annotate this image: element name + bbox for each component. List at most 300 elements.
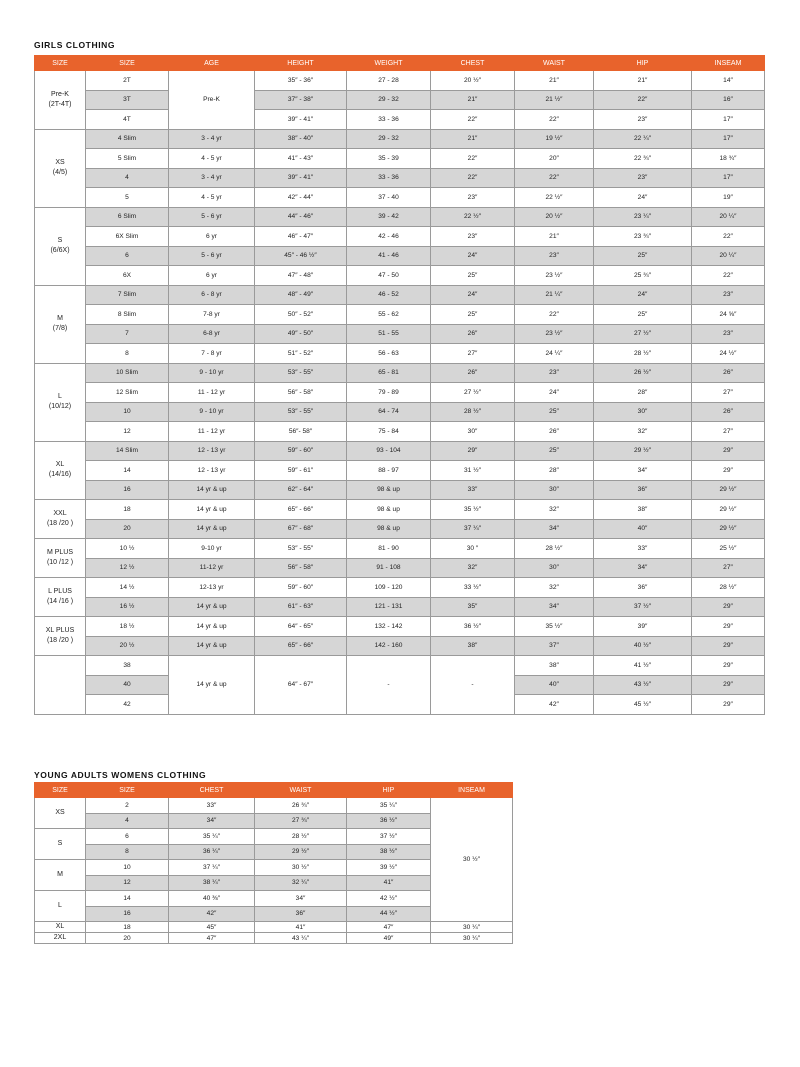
table-cell: 21″	[594, 71, 692, 91]
table-cell: 16″	[692, 90, 765, 110]
column-header: CHEST	[431, 56, 515, 71]
table-cell: 12	[86, 875, 169, 891]
table-cell: 64 - 74	[347, 402, 431, 422]
table-cell: 42″ - 44″	[255, 188, 347, 208]
table-cell: 23″	[515, 363, 594, 383]
merged-inseam: 30 ½″	[431, 798, 513, 922]
table-cell: 4 - 5 yr	[169, 188, 255, 208]
table-cell: 39 - 42	[347, 207, 431, 227]
table-cell: 35 - 39	[347, 149, 431, 169]
table-cell: 39″	[594, 617, 692, 637]
table-cell: 6 - 8 yr	[169, 285, 255, 305]
table-cell: 24″	[431, 285, 515, 305]
table-cell: 35 ½″	[431, 500, 515, 520]
table-cell: 12 - 13 yr	[169, 461, 255, 481]
table-cell: 27 ¾″	[255, 813, 347, 829]
table-cell: 41″ - 43″	[255, 149, 347, 169]
table-cell: 37 ½″	[347, 829, 431, 845]
table-cell: 10	[86, 402, 169, 422]
table-row	[35, 129, 765, 149]
table-cell: 132 - 142	[347, 617, 431, 637]
table-cell: 33″	[431, 480, 515, 500]
table-cell: 21 ½″	[515, 90, 594, 110]
table-row	[35, 402, 765, 422]
table-cell: 20″	[515, 149, 594, 169]
table-cell: 29 ½″	[692, 519, 765, 539]
table-cell: 91 - 108	[347, 558, 431, 578]
table-cell: 26″	[692, 363, 765, 383]
table-row	[35, 344, 765, 364]
size-group-label: 2XL	[35, 933, 86, 944]
table-cell: 23 ½″	[515, 266, 594, 286]
table-row	[35, 500, 765, 520]
table-cell: 40	[86, 675, 169, 695]
table-cell: 30″	[431, 422, 515, 442]
table-cell: 18 ½	[86, 617, 169, 637]
table-cell: 12-13 yr	[169, 578, 255, 598]
table-cell: 25 ¾″	[594, 266, 692, 286]
table-cell: 93 - 104	[347, 441, 431, 461]
column-header: AGE	[169, 56, 255, 71]
table-cell: 25″	[594, 246, 692, 266]
table-cell: 48″ - 49″	[255, 285, 347, 305]
size-group-label: S	[35, 829, 86, 860]
table-cell: 22″	[692, 266, 765, 286]
table-row	[35, 207, 765, 227]
table-cell: 33 - 36	[347, 110, 431, 130]
table-cell: 27″	[431, 344, 515, 364]
table-cell: 36 ½″	[431, 617, 515, 637]
table-cell: 28 ½″	[594, 344, 692, 364]
table-cell: 11 - 12 yr	[169, 422, 255, 442]
column-header: WEIGHT	[347, 56, 431, 71]
table-cell: 20 ¼″	[692, 246, 765, 266]
table-cell: 39 ½″	[347, 860, 431, 876]
table-row	[35, 266, 765, 286]
table-cell: 29 ½″	[692, 500, 765, 520]
table-cell: 14 yr & up	[169, 597, 255, 617]
table-cell: 10 Slim	[86, 363, 169, 383]
table-cell: 47″	[347, 922, 431, 933]
table-cell: 7 - 8 yr	[169, 344, 255, 364]
size-group-label: XS (4/5)	[35, 129, 86, 207]
column-header: HIP	[347, 783, 431, 798]
table-cell: 35 ¼″	[169, 829, 255, 845]
table-cell: 29″	[692, 441, 765, 461]
column-header: SIZE	[35, 783, 86, 798]
table-cell: 21 ¼″	[515, 285, 594, 305]
table-cell: 47 - 50	[347, 266, 431, 286]
table-cell: 21″	[431, 129, 515, 149]
size-group-label: XL PLUS (18 /20 )	[35, 617, 86, 656]
table-cell: 19″	[692, 188, 765, 208]
table-cell: 55 - 62	[347, 305, 431, 325]
table-cell: 25″	[431, 305, 515, 325]
table-row	[35, 933, 513, 944]
table-cell: 45″	[169, 922, 255, 933]
table-row	[35, 188, 765, 208]
table-cell: 14 yr & up	[169, 656, 255, 715]
table-cell: 37 ½″	[594, 597, 692, 617]
table-cell: 30 ¼″	[431, 922, 513, 933]
women-size-table	[34, 782, 513, 944]
table-cell: 6 yr	[169, 266, 255, 286]
table-cell: 12 - 13 yr	[169, 441, 255, 461]
table-cell: 23″	[515, 246, 594, 266]
table-cell: 34″	[169, 813, 255, 829]
table-cell: 14 ½	[86, 578, 169, 598]
table-cell: 20	[86, 519, 169, 539]
table-cell: 88 - 97	[347, 461, 431, 481]
table-cell: 59″ - 61″	[255, 461, 347, 481]
table-cell: 6 yr	[169, 227, 255, 247]
table-cell: 26 ½″	[594, 363, 692, 383]
table-row	[35, 246, 765, 266]
table-cell: 81 - 90	[347, 539, 431, 559]
table-cell: 28 ½″	[255, 829, 347, 845]
table-row	[35, 285, 765, 305]
table-cell: 38″	[515, 656, 594, 676]
table-cell: 21″	[431, 90, 515, 110]
table-cell: 29 - 32	[347, 90, 431, 110]
table-cell: 47″	[169, 933, 255, 944]
table-cell: 22″	[431, 168, 515, 188]
table-row	[35, 110, 765, 130]
table-cell: 75 - 84	[347, 422, 431, 442]
table-cell: 36 ½″	[347, 813, 431, 829]
table-cell: 36 ¼″	[169, 844, 255, 860]
table-cell: 22″	[515, 168, 594, 188]
table-cell: 42 - 46	[347, 227, 431, 247]
size-group-label: M	[35, 860, 86, 891]
table-cell: 22″	[692, 227, 765, 247]
table-cell: 33″	[594, 539, 692, 559]
table-cell: 27″	[692, 383, 765, 403]
table-cell: 22″	[515, 110, 594, 130]
size-group-label: XS	[35, 798, 86, 829]
table-cell: 29 ½″	[594, 441, 692, 461]
table-cell: 27″	[692, 422, 765, 442]
table-cell: 23 ½″	[515, 324, 594, 344]
table-cell: 30″	[515, 558, 594, 578]
table-cell: 41 - 46	[347, 246, 431, 266]
size-group-label: L (10/12)	[35, 363, 86, 441]
table-cell: 56″ - 58″	[255, 558, 347, 578]
table-cell: 20 ¼″	[692, 207, 765, 227]
table-row	[35, 324, 765, 344]
table-cell: 64″ - 67″	[255, 656, 347, 715]
table-cell: 12	[86, 422, 169, 442]
table-cell: 32″	[594, 422, 692, 442]
table-row	[35, 656, 765, 676]
table-cell: 27 ½″	[431, 383, 515, 403]
table-cell: 38″	[431, 636, 515, 656]
table-cell: 24 ½″	[692, 344, 765, 364]
table-cell: 30″	[594, 402, 692, 422]
table-cell: 22 ½″	[515, 188, 594, 208]
size-group-label: Pre-K (2T-4T)	[35, 71, 86, 130]
table-cell: 30 ½″	[255, 860, 347, 876]
table-cell: 32 ¼″	[255, 875, 347, 891]
table-cell: 40 ½″	[594, 636, 692, 656]
table-cell: 40 ⅜″	[169, 891, 255, 907]
table-cell: 28 ½″	[692, 578, 765, 598]
table-cell: 20	[86, 933, 169, 944]
table-row	[35, 922, 513, 933]
column-header: INSEAM	[692, 56, 765, 71]
table-cell: 49″ - 50″	[255, 324, 347, 344]
table-cell: 109 - 120	[347, 578, 431, 598]
table-cell: 2	[86, 798, 169, 814]
table-cell: 6X	[86, 266, 169, 286]
table-cell: 26″	[515, 422, 594, 442]
size-group-label: L	[35, 891, 86, 922]
table-cell: 3T	[86, 90, 169, 110]
table-cell: 98 & up	[347, 480, 431, 500]
table-cell: 53″ - 55″	[255, 363, 347, 383]
table-cell: 33 - 36	[347, 168, 431, 188]
table-cell: 24″	[594, 285, 692, 305]
table-cell: 26″	[431, 363, 515, 383]
table-cell: 22″	[515, 305, 594, 325]
table-cell: Pre-K	[169, 71, 255, 130]
table-cell: 34″	[594, 558, 692, 578]
table-cell: 24″	[594, 188, 692, 208]
table-cell: 5 - 6 yr	[169, 207, 255, 227]
table-cell: 64″ - 65″	[255, 617, 347, 637]
table-cell: 65 - 81	[347, 363, 431, 383]
table-cell: 27 - 28	[347, 71, 431, 91]
table-row	[35, 578, 765, 598]
table-cell: 5	[86, 188, 169, 208]
table-cell: 45 ½″	[594, 695, 692, 715]
table-cell: 17″	[692, 168, 765, 188]
table-cell: 22 ¼″	[594, 129, 692, 149]
table-cell: 36″	[594, 480, 692, 500]
table-row	[35, 636, 765, 656]
table-cell: 30 ¼″	[431, 933, 513, 944]
column-header: SIZE	[35, 56, 86, 71]
table-cell: 34″	[515, 519, 594, 539]
table-cell: 43 ¼″	[255, 933, 347, 944]
table-cell: 98 & up	[347, 519, 431, 539]
table-cell: 37 - 40	[347, 188, 431, 208]
table-cell: 4T	[86, 110, 169, 130]
table-cell: 25″	[515, 402, 594, 422]
table-cell: 3 - 4 yr	[169, 129, 255, 149]
table-row	[35, 149, 765, 169]
table-cell: 8 Slim	[86, 305, 169, 325]
table-cell: 14″	[692, 71, 765, 91]
table-cell: 11-12 yr	[169, 558, 255, 578]
table-cell: 22″	[431, 110, 515, 130]
table-cell: 6	[86, 246, 169, 266]
table-cell: 19 ½″	[515, 129, 594, 149]
table-cell: 36″	[255, 906, 347, 922]
table-row	[35, 90, 765, 110]
table-cell: 30 ″	[431, 539, 515, 559]
table-cell: 65″ - 66″	[255, 500, 347, 520]
table-cell: 29″	[692, 695, 765, 715]
table-cell: 29″	[692, 461, 765, 481]
table-cell: 28″	[515, 461, 594, 481]
table-cell: 14	[86, 461, 169, 481]
table-cell: 24 ¼″	[515, 344, 594, 364]
table-cell: 20 ½″	[515, 207, 594, 227]
table-cell: 32″	[431, 558, 515, 578]
table-cell: 5 - 6 yr	[169, 246, 255, 266]
size-group-label	[35, 656, 86, 715]
table-cell: 7 Slim	[86, 285, 169, 305]
table-cell: 35″	[431, 597, 515, 617]
table-cell: 24 ⅝″	[692, 305, 765, 325]
table-cell: 39″ - 41″	[255, 168, 347, 188]
table-row	[35, 441, 765, 461]
table-cell: 36″	[594, 578, 692, 598]
table-cell: -	[431, 656, 515, 715]
table-cell: 23″	[692, 285, 765, 305]
table-cell: 14 yr & up	[169, 617, 255, 637]
girls-size-table	[34, 55, 765, 715]
table-cell: 33″	[169, 798, 255, 814]
table-cell: 25″	[431, 266, 515, 286]
table-cell: 28 ½″	[515, 539, 594, 559]
table-row	[35, 383, 765, 403]
table-cell: 21″	[515, 71, 594, 91]
table-cell: 37 ¼″	[431, 519, 515, 539]
column-header: WAIST	[255, 783, 347, 798]
table-cell: 25″	[594, 305, 692, 325]
table-cell: 35 ½″	[515, 617, 594, 637]
table-cell: 59″ - 60″	[255, 578, 347, 598]
table-cell: 34″	[515, 597, 594, 617]
table-row	[35, 168, 765, 188]
table-cell: 53″ - 55″	[255, 402, 347, 422]
table-cell: 50″ - 52″	[255, 305, 347, 325]
table-cell: 29 ½″	[692, 480, 765, 500]
table-row	[35, 480, 765, 500]
table-cell: 23 ¾″	[594, 227, 692, 247]
table-cell: 41″	[347, 875, 431, 891]
table-cell: 9-10 yr	[169, 539, 255, 559]
table-cell: 40″	[594, 519, 692, 539]
table-cell: 43 ½″	[594, 675, 692, 695]
table-cell: 16	[86, 906, 169, 922]
table-cell: 28 ½″	[431, 402, 515, 422]
size-group-label: XXL (18 /20 )	[35, 500, 86, 539]
column-header: CHEST	[169, 783, 255, 798]
table-cell: 98 & up	[347, 500, 431, 520]
table-cell: 14 yr & up	[169, 519, 255, 539]
table-row	[35, 558, 765, 578]
table-row	[35, 422, 765, 442]
table-cell: 4	[86, 813, 169, 829]
table-cell: 24″	[431, 246, 515, 266]
table-row	[35, 227, 765, 247]
table-cell: 23″	[431, 188, 515, 208]
table-cell: 35″ - 36″	[255, 71, 347, 91]
table-cell: 17″	[692, 129, 765, 149]
size-group-label: XL (14/16)	[35, 441, 86, 500]
table-cell: 24″	[515, 383, 594, 403]
table-cell: 14 yr & up	[169, 480, 255, 500]
size-group-label: XL	[35, 922, 86, 933]
table-cell: 7	[86, 324, 169, 344]
table-cell: 51 - 55	[347, 324, 431, 344]
table-cell: 11 - 12 yr	[169, 383, 255, 403]
size-group-label: S (6/6X)	[35, 207, 86, 285]
table-row	[35, 305, 765, 325]
table-cell: 29″	[692, 617, 765, 637]
table-cell: 34″	[594, 461, 692, 481]
table-cell: 16 ½	[86, 597, 169, 617]
table-cell: 142 - 160	[347, 636, 431, 656]
size-group-label: M PLUS (10 /12 )	[35, 539, 86, 578]
table-cell: 17″	[692, 110, 765, 130]
column-header: SIZE	[86, 783, 169, 798]
table-cell: 44″ - 46″	[255, 207, 347, 227]
table-row	[35, 71, 765, 91]
table-cell: 37 ¼″	[169, 860, 255, 876]
table-cell: 22″	[431, 149, 515, 169]
table-cell: 12 Slim	[86, 383, 169, 403]
table-cell: 14	[86, 891, 169, 907]
table-cell: 26″	[431, 324, 515, 344]
table-cell: 9 - 10 yr	[169, 402, 255, 422]
table-cell: 29 ½″	[255, 844, 347, 860]
table-cell: 23 ¼″	[594, 207, 692, 227]
table-row	[35, 597, 765, 617]
column-header: HEIGHT	[255, 56, 347, 71]
table-cell: 40″	[515, 675, 594, 695]
table-row	[35, 617, 765, 637]
column-header: SIZE	[86, 56, 169, 71]
table-cell: 39″ - 41″	[255, 110, 347, 130]
table-cell: 49″	[347, 933, 431, 944]
table-cell: 29 - 32	[347, 129, 431, 149]
table-cell: 6X Slim	[86, 227, 169, 247]
table-cell: 38″	[594, 500, 692, 520]
table-cell: 4 - 5 yr	[169, 149, 255, 169]
table-cell: 47″ - 48″	[255, 266, 347, 286]
table-cell: 8	[86, 344, 169, 364]
table-cell: 29″	[431, 441, 515, 461]
table-cell: 46″ - 47″	[255, 227, 347, 247]
table-cell: 29″	[692, 597, 765, 617]
table-cell: 27″	[692, 558, 765, 578]
table-cell: 65″ - 66″	[255, 636, 347, 656]
table-row	[35, 539, 765, 559]
table-cell: 22″	[594, 90, 692, 110]
table-cell: 6	[86, 829, 169, 845]
table-cell: -	[347, 656, 431, 715]
table-cell: 22 ¾″	[594, 149, 692, 169]
table-cell: 41″	[255, 922, 347, 933]
column-header: HIP	[594, 56, 692, 71]
table-row	[35, 363, 765, 383]
girls-title: GIRLS CLOTHING	[34, 40, 116, 50]
table-cell: 56″- 58″	[255, 422, 347, 442]
table-cell: 21″	[515, 227, 594, 247]
table-cell: 9 - 10 yr	[169, 363, 255, 383]
table-cell: 51″ - 52″	[255, 344, 347, 364]
table-cell: 29″	[692, 656, 765, 676]
size-group-label: L PLUS (14 /16 )	[35, 578, 86, 617]
table-cell: 38″ - 40″	[255, 129, 347, 149]
table-cell: 6 Slim	[86, 207, 169, 227]
size-group-label: M (7/8)	[35, 285, 86, 363]
table-cell: 62″ - 64″	[255, 480, 347, 500]
